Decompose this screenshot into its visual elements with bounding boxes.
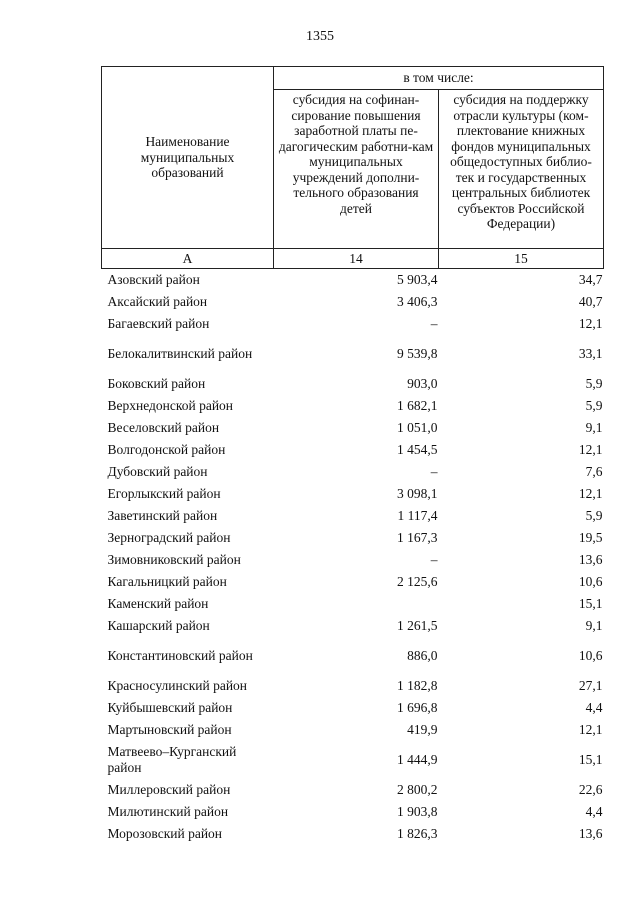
table-row — [102, 549, 604, 571]
subsidy-14-value: 9 539,8 — [397, 345, 438, 361]
subsidy-15-value: 10,6 — [578, 647, 603, 663]
subsidy-14-value: 3 098,1 — [397, 485, 438, 501]
subsidy-15-value: 15,1 — [578, 751, 603, 767]
subsidy-14-value: 1 454,5 — [397, 441, 438, 457]
subsidy-14-value: 1 117,4 — [397, 507, 438, 523]
table-row — [102, 593, 604, 615]
subsidy-14-value: 1 682,1 — [397, 397, 438, 413]
column-14-header: субсидия на софинан-сирование повышения заработной платы пе-дагогическим работни-кам муниципальных учреждений дополни-тельного образования детей — [274, 90, 439, 249]
municipality-name: Миллеровский район — [107, 781, 231, 797]
column-15-header: субсидия на поддержку отрасли культуры (ком-плектование книжных фондов муниципальных общедоступных библио-тек и государственных центральных библиотек субъектов Российской Федерации) — [439, 90, 604, 249]
subsidy-15-value: 9,1 — [585, 617, 603, 633]
municipality-name: Кашарский район — [107, 617, 210, 633]
subsidy-15-value: 7,6 — [585, 463, 603, 479]
subsidy-15-value: 10,6 — [578, 573, 603, 589]
subsidy-15-value: 5,9 — [585, 507, 603, 523]
municipality-name: Веселовский район — [107, 419, 220, 435]
municipality-name: Константиновский район — [107, 647, 253, 663]
subsidy-15-value: 5,9 — [585, 375, 603, 391]
municipality-name: Верхнедонской район — [107, 397, 234, 413]
municipality-name: Заветинский район — [107, 507, 218, 523]
subsidy-15-value: 22,6 — [578, 781, 603, 797]
subsidy-15-value: 13,6 — [578, 825, 603, 841]
subsidy-15-value: 12,1 — [578, 485, 603, 501]
subsidy-14-value: 903,0 — [407, 375, 438, 391]
municipality-name: Каменский район — [107, 595, 209, 611]
municipality-name: Куйбышевский район — [107, 699, 233, 715]
page-number: 1355 — [306, 29, 334, 44]
column-index-15: 15 — [439, 249, 604, 269]
column-index-14: 14 — [274, 249, 439, 269]
table-row — [102, 483, 604, 505]
subsidy-14-value: – — [430, 315, 438, 331]
municipality-name: Багаевский район — [107, 315, 210, 331]
municipality-column-header: Наименование муниципальных образований — [102, 67, 274, 249]
municipality-name: Зимовниковский район — [107, 551, 241, 567]
table-header — [102, 67, 604, 269]
table-row — [102, 571, 604, 593]
column-index-a: А — [102, 249, 274, 269]
subsidy-15-value: 12,1 — [578, 441, 603, 457]
subsidy-15-value: 9,1 — [585, 419, 603, 435]
subsidy-15-value: 19,5 — [578, 529, 603, 545]
subsidy-15-value: 33,1 — [578, 345, 603, 361]
subsidy-15-value: 5,9 — [585, 397, 603, 413]
subsidy-14-value: 419,9 — [407, 721, 438, 737]
municipality-name: Зерноградский район — [107, 529, 231, 545]
subsidy-15-value: 13,6 — [578, 551, 603, 567]
table-row — [102, 461, 604, 483]
table-row — [102, 527, 604, 549]
municipality-name: Матвеево–Курганский район — [107, 744, 237, 775]
subsidy-14-value: 1 444,9 — [397, 751, 438, 767]
subsidy-14-value: 886,0 — [407, 647, 438, 663]
subsidy-14-value — [274, 593, 439, 615]
municipality-name: Милютинский район — [107, 803, 229, 819]
subsidy-14-value: 1 903,8 — [397, 803, 438, 819]
table-row — [102, 505, 604, 527]
table-row — [102, 719, 604, 741]
subsidy-14-value: 1 051,0 — [397, 419, 438, 435]
table-row — [102, 373, 604, 395]
table-row — [102, 697, 604, 719]
table-row — [102, 439, 604, 461]
municipality-name: Белокалитвинский район — [107, 345, 253, 361]
table-row — [102, 801, 604, 823]
subsidy-14-value: 2 125,6 — [397, 573, 438, 589]
table-row — [102, 637, 604, 675]
municipality-name: Красносулинский район — [107, 677, 248, 693]
subsidy-15-value: 12,1 — [578, 721, 603, 737]
subsidy-14-value: 1 167,3 — [397, 529, 438, 545]
subsidy-15-value: 40,7 — [578, 293, 603, 309]
municipality-name: Дубовский район — [107, 463, 208, 479]
subsidy-14-value: 1 696,8 — [397, 699, 438, 715]
subsidy-14-value: 1 261,5 — [397, 617, 438, 633]
municipality-name: Кагальницкий район — [107, 573, 227, 589]
subsidy-15-value: 12,1 — [578, 315, 603, 331]
table-row — [102, 417, 604, 439]
municipality-name: Морозовский район — [107, 825, 223, 841]
table-row — [102, 779, 604, 801]
table-row — [102, 395, 604, 417]
subsidy-15-value: 15,1 — [578, 595, 603, 611]
municipality-name: Мартыновский район — [107, 721, 232, 737]
subsidy-15-value: 34,7 — [578, 272, 603, 287]
table-row — [102, 269, 604, 291]
subsidy-14-value: – — [430, 463, 438, 479]
subsidy-14-value: 5 903,4 — [397, 272, 438, 287]
table-row — [102, 291, 604, 313]
table-row — [102, 313, 604, 335]
table-body — [102, 269, 604, 845]
table-row — [102, 823, 604, 845]
subsidy-table — [101, 66, 604, 845]
municipality-name: Азовский район — [107, 272, 200, 287]
table-row — [102, 615, 604, 637]
table-row — [102, 741, 604, 779]
subsidy-14-value: 1 182,8 — [397, 677, 438, 693]
table-row — [102, 675, 604, 697]
subsidy-14-value: 3 406,3 — [397, 293, 438, 309]
subsidy-14-value: 2 800,2 — [397, 781, 438, 797]
subsidy-15-value: 27,1 — [578, 677, 603, 693]
subsidy-15-value: 4,4 — [585, 803, 603, 819]
subsidy-14-value: 1 826,3 — [397, 825, 438, 841]
municipality-name: Егорлыкский район — [107, 485, 221, 501]
municipality-name: Боковский район — [107, 375, 206, 391]
subsidy-15-value: 4,4 — [585, 699, 603, 715]
group-column-header: в том числе: — [274, 67, 604, 90]
subsidy-14-value: – — [430, 551, 438, 567]
municipality-name: Аксайский район — [107, 293, 208, 309]
municipality-name: Волгодонской район — [107, 441, 226, 457]
table-row — [102, 335, 604, 373]
